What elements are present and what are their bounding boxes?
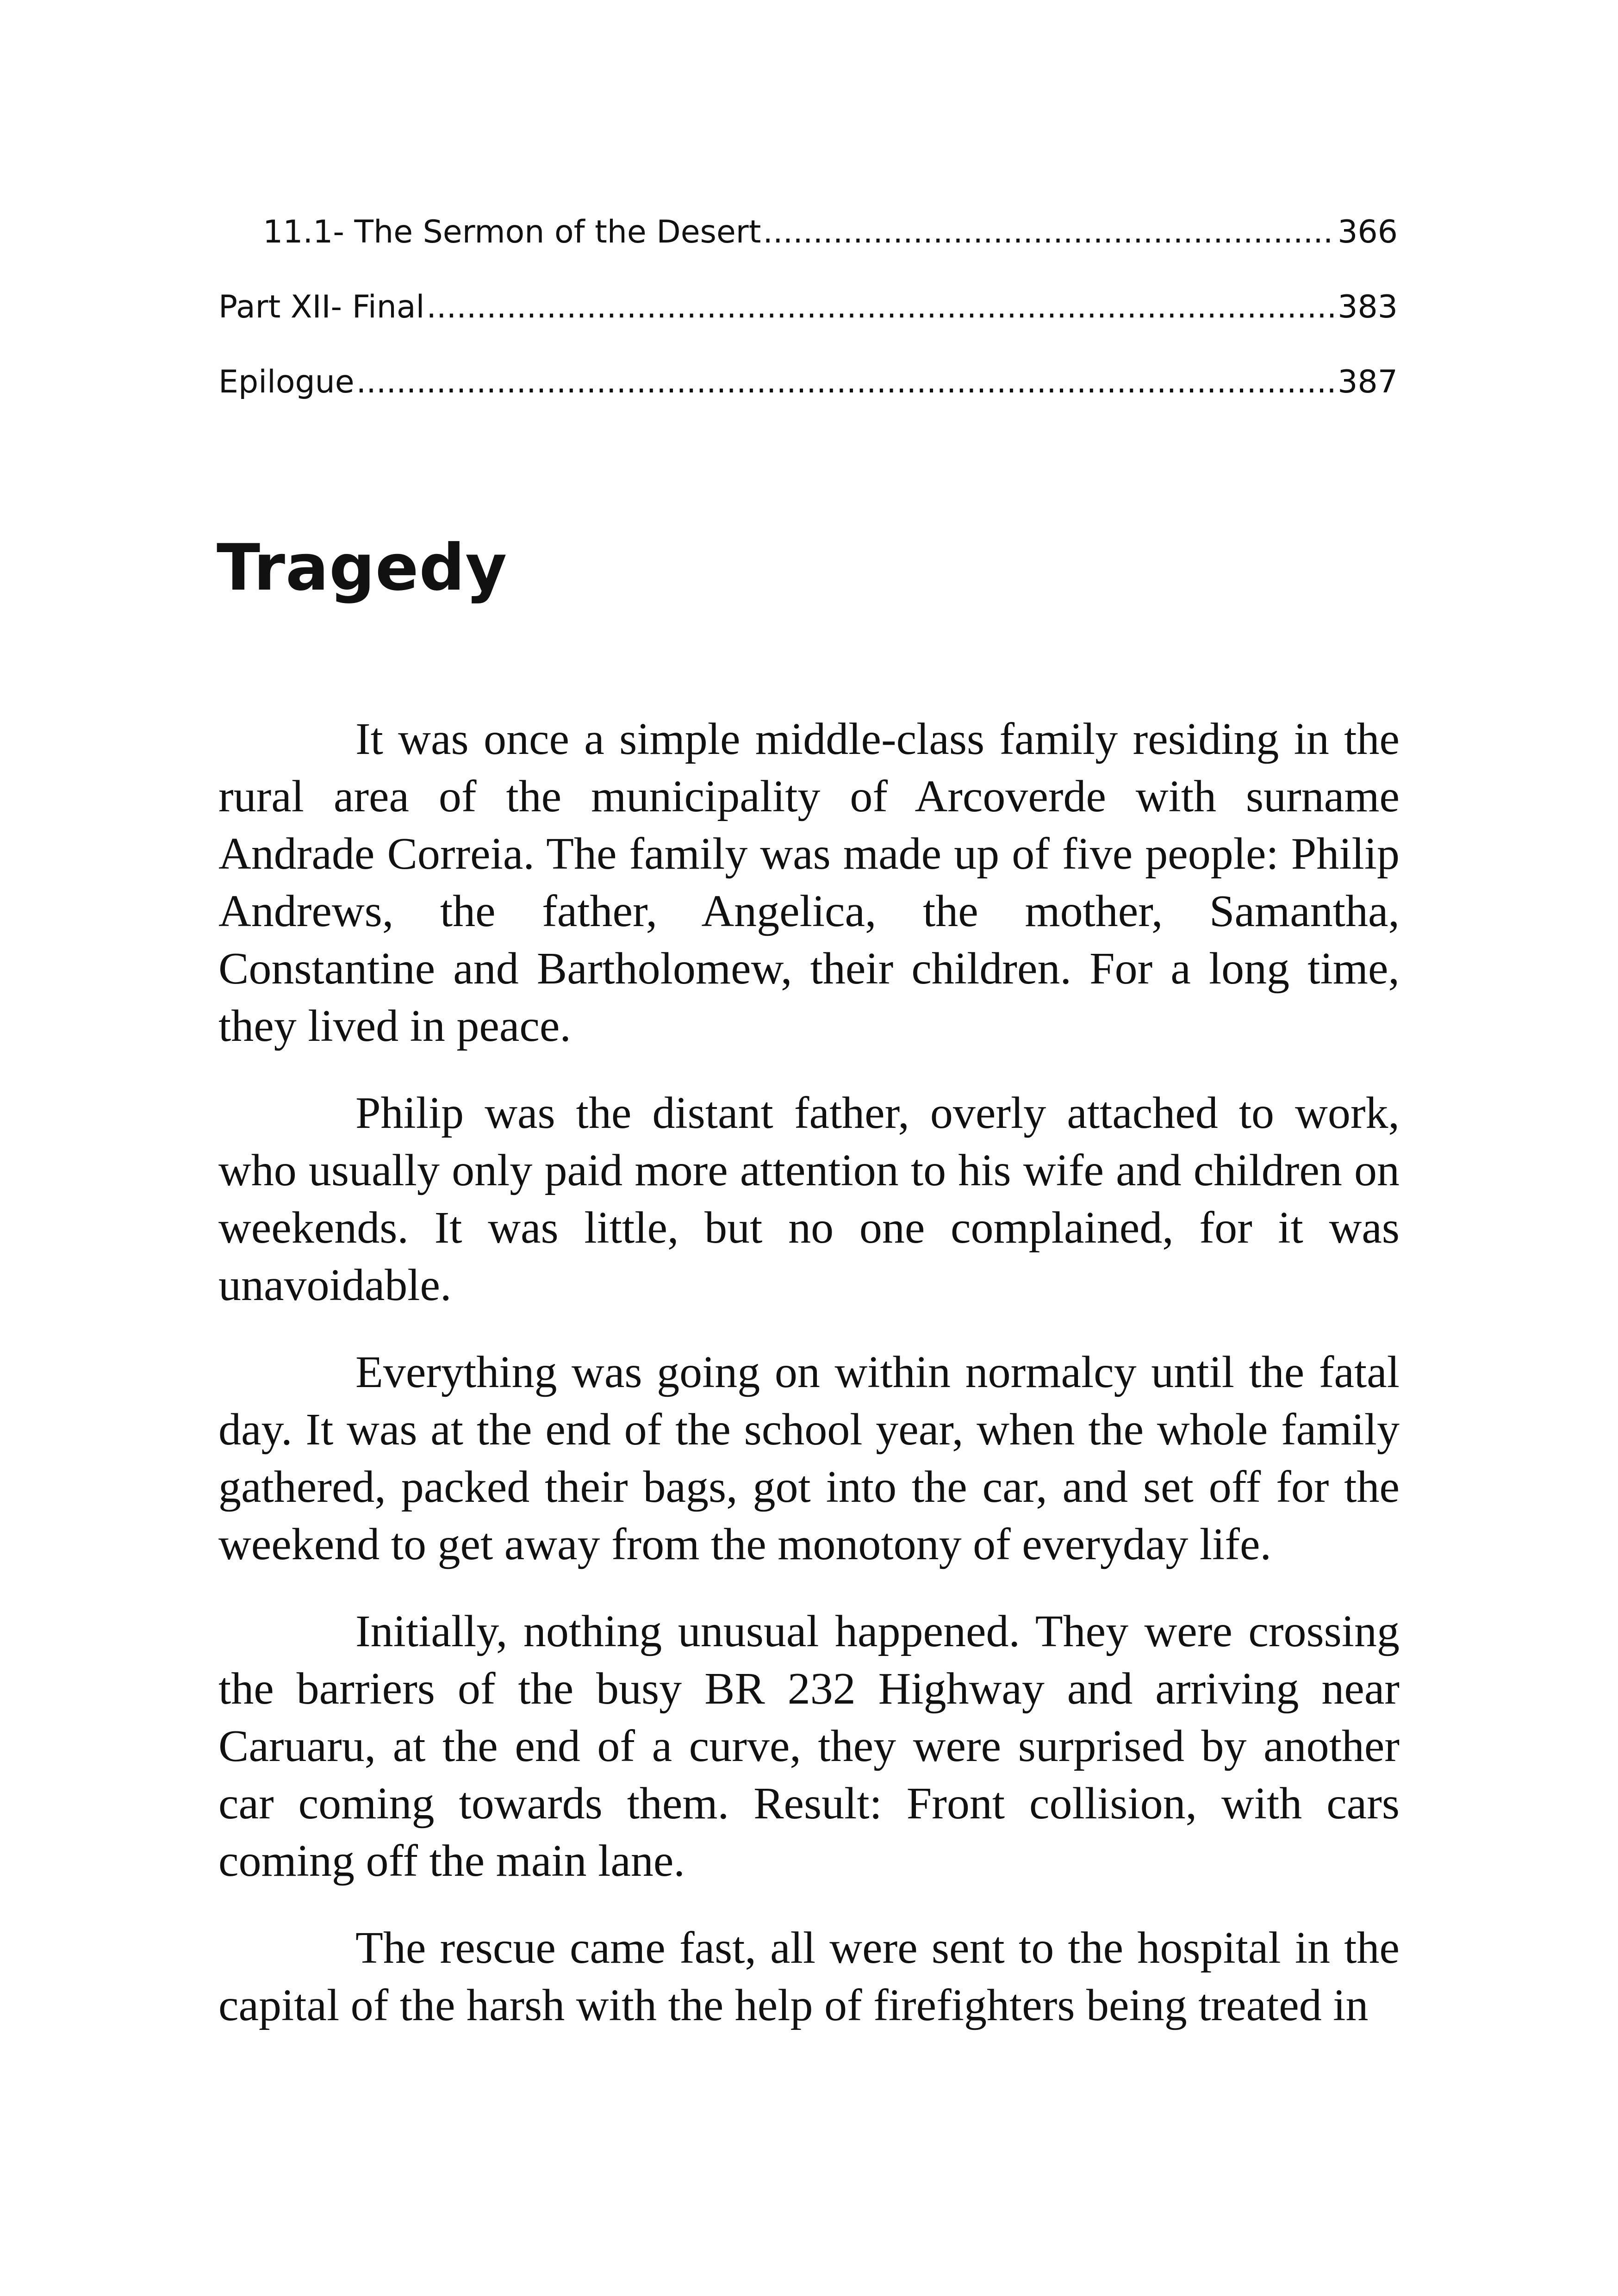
toc-entry-label: Part XII- Final [218,292,425,325]
paragraph: Everything was going on within normalcy until the fatal day. It was at the end of the school year, when the whole family gathered, packed their bags, got into the car, and set off for the weekend to get away from the monotony of everyday life. [218,1347,1400,1569]
toc-entry-page: 387 [1338,367,1398,400]
paragraph: Philip was the distant father, overly attached to work, who usually only paid more attention to his wife and children on weekends. It was little, but no one complained, for it was unavoidable. [218,1088,1400,1310]
toc-entry-label: Epilogue [218,367,355,400]
chapter-body [218,710,1400,2064]
paragraph: Initially, nothing unusual happened. They were crossing the barriers of the busy BR 232 Highway and arriving near Caruaru, at the end of a curve, they were surprised by another car coming towards them. Result: Front collision, with cars coming off the main lane. [218,1606,1400,1886]
paragraph: The rescue came fast, all were sent to the hospital in the capital of the harsh with the help of firefighters being treated in [218,1923,1400,2030]
toc-entry-page: 366 [1338,217,1398,250]
chapter-title: Tragedy [217,530,508,605]
toc-entry [218,217,1398,292]
table-of-contents [218,217,1398,442]
toc-entry [218,367,1398,442]
toc-dot-leader [426,292,1336,323]
toc-entry-label: 11.1- The Sermon of the Desert [263,217,761,250]
paragraph: It was once a simple middle-class family residing in the rural area of the municipality of Arcoverde with surname Andrade Correia. The family was made up of five people: Philip Andrews, the father, Angelica, the mother, Samantha, Constantine and Bartholomew, their children. For a long time, they lived in peace. [218,714,1400,1051]
toc-entry-page: 383 [1338,292,1398,325]
toc-entry [218,292,1398,367]
toc-dot-leader [763,217,1336,248]
toc-dot-leader [356,367,1336,398]
